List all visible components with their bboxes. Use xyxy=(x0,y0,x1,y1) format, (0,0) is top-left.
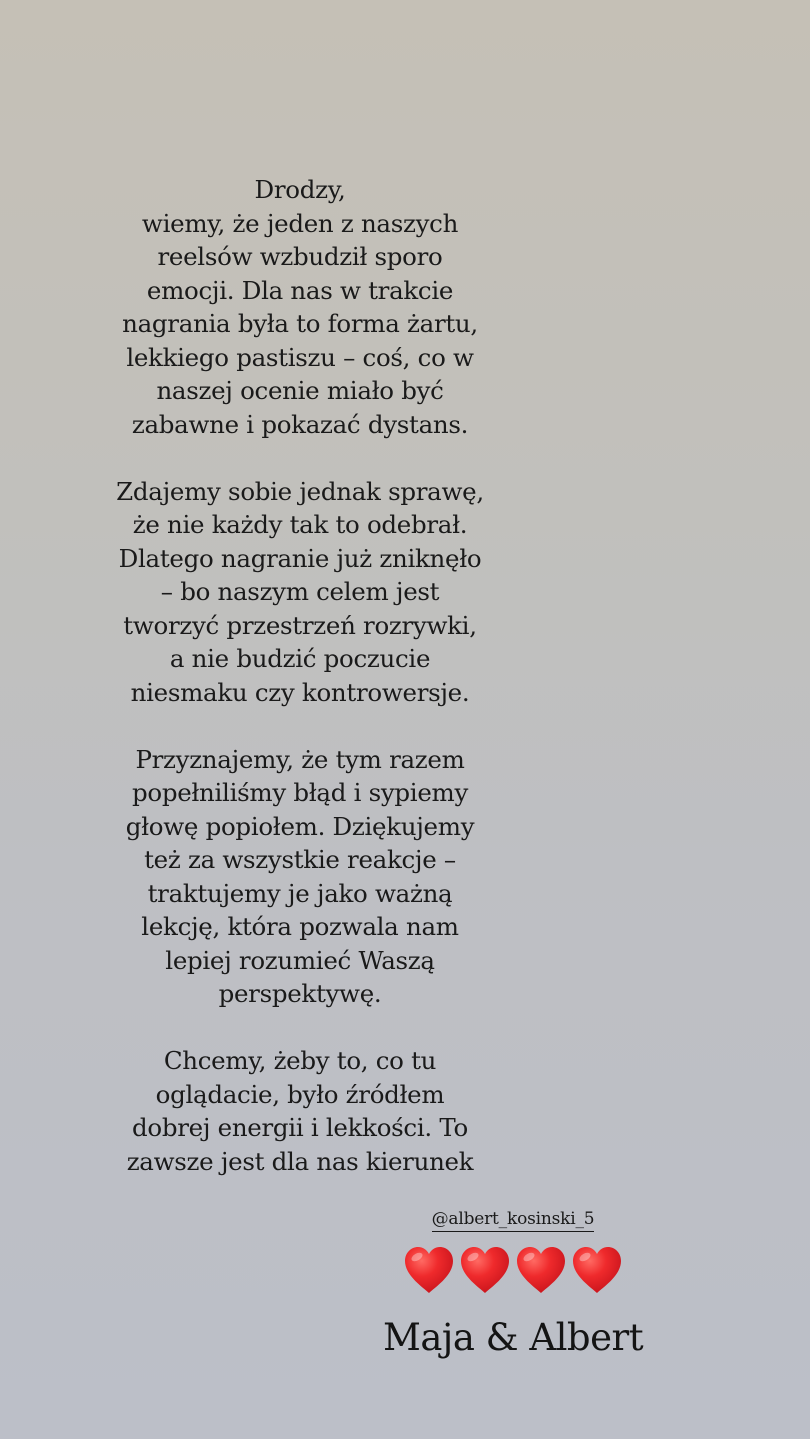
message-line: – bo naszym celem jest xyxy=(160,577,440,606)
message-line: oglądacie, było źródłem xyxy=(155,1079,445,1109)
message-line: lekkiego pastiszu – coś, co w xyxy=(126,342,474,372)
message-line: reelsów wzbudził sporo xyxy=(157,242,443,271)
signature-names: Maja & Albert xyxy=(382,1316,644,1359)
red-heart-icon xyxy=(570,1244,624,1296)
message-line: Zdajemy sobie jednak sprawę, xyxy=(116,476,484,506)
red-heart-icon xyxy=(514,1244,568,1296)
message-line: emocji. Dla nas w trakcie xyxy=(146,275,454,305)
message-line: perspektywę. xyxy=(218,979,382,1008)
message-paragraph-2 xyxy=(100,475,500,710)
message-line: lekcję, która pozwala nam xyxy=(141,912,459,941)
message-line: że nie każdy tak to odebrał. xyxy=(132,510,468,539)
message-line: nagrania była to forma żartu, xyxy=(122,309,478,338)
message-line: lepiej rozumieć Waszą xyxy=(165,945,435,975)
message-line: popełniliśmy błąd i sypiemy xyxy=(131,778,468,807)
message-line: niesmaku czy kontrowersje. xyxy=(130,677,470,707)
message-line: zabawne i pokazać dystans. xyxy=(131,409,469,439)
message-paragraph-4 xyxy=(100,1044,500,1178)
red-heart-icon xyxy=(402,1244,456,1296)
message-line: głowę popiołem. Dziękujemy xyxy=(125,811,475,841)
hearts-row xyxy=(380,1244,646,1300)
red-heart-icon xyxy=(458,1244,512,1296)
message-line: Chcemy, żeby to, co tu xyxy=(163,1046,437,1075)
message-line: Drodzy, xyxy=(254,175,346,204)
message-line: naszej ocenie miało być xyxy=(156,376,444,405)
message-line: też za wszystkie reakcje – xyxy=(144,845,456,874)
message-line: zawsze jest dla nas kierunek xyxy=(126,1146,474,1176)
message-line: tworzyć przestrzeń rozrywki, xyxy=(123,610,477,640)
mention-link[interactable]: @albert_kosinski_5 xyxy=(432,1208,595,1232)
message-line: a nie budzić poczucie xyxy=(169,644,431,673)
message-line: Przyznajemy, że tym razem xyxy=(135,744,465,774)
message-line: dobrej energii i lekkości. To xyxy=(132,1113,468,1142)
signature-block xyxy=(380,1208,646,1360)
message-line: traktujemy je jako ważną xyxy=(147,878,453,908)
story-message xyxy=(100,173,500,1178)
message-paragraph-1 xyxy=(100,173,500,441)
message-line: Dlatego nagranie już zniknęło xyxy=(118,543,482,573)
message-paragraph-3 xyxy=(100,743,500,1011)
message-line: wiemy, że jeden z naszych xyxy=(141,208,459,238)
